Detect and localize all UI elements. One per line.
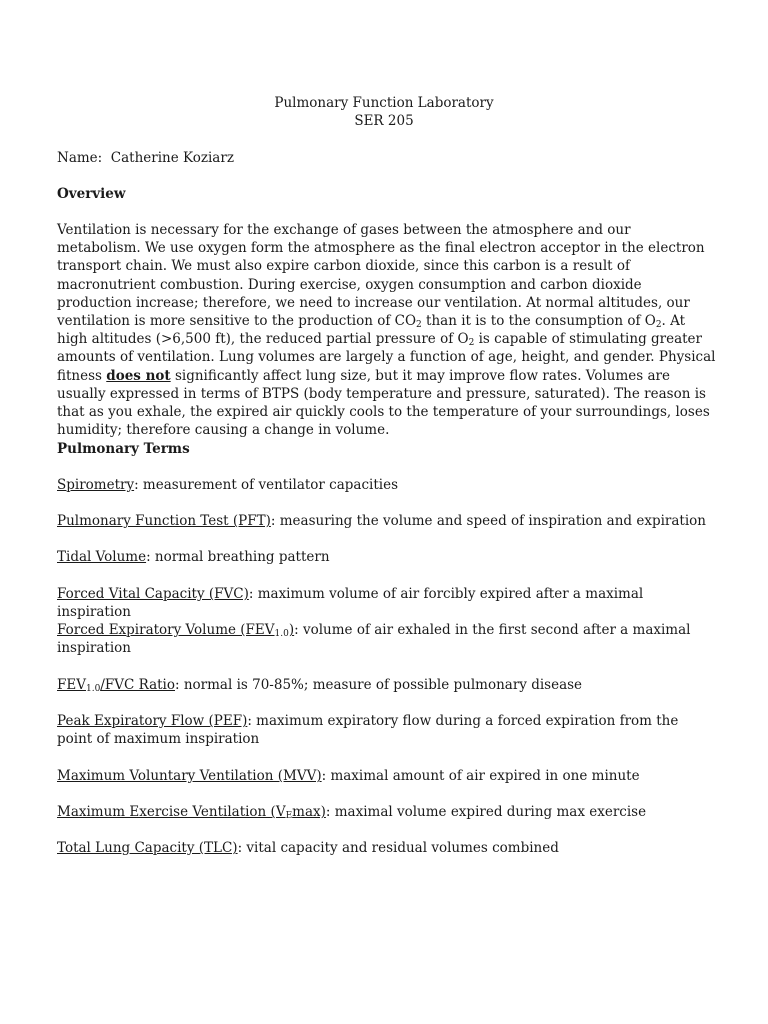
name-label: Name: (57, 150, 103, 166)
term-definition: : maximal volume expired during max exercise (325, 804, 647, 820)
pulmonary-terms-heading: Pulmonary Terms (57, 441, 190, 457)
term-label: Tidal Volume (57, 549, 147, 565)
term-label (57, 677, 175, 693)
term-label: Forced Vital Capacity (FVC) (57, 586, 249, 602)
term-tidal-volume (57, 548, 717, 566)
term-fev (57, 621, 717, 657)
term-pft (57, 512, 717, 530)
term-definition: : normal is 70-85%; measure of possible pulmonary disease (175, 677, 583, 693)
overview-text-2: than it is to the consumption of O (421, 313, 656, 330)
term-label (57, 622, 294, 638)
term-fvc (57, 585, 717, 621)
term-label-start: FEV (57, 677, 86, 693)
term-spirometry (57, 476, 717, 494)
term-definition: : normal breathing pattern (146, 549, 330, 565)
term-label-end: max) (292, 804, 326, 820)
term-label (57, 804, 326, 820)
term-subscript: 1.0 (85, 684, 101, 694)
course-code: SER 205 (354, 113, 414, 129)
term-definition: : maximal amount of air expired in one minute (321, 768, 640, 784)
overview-text-3: . At high altitudes (>6,500 ft), the reduced partial pressure of O (57, 313, 686, 348)
term-definition: : maximum expiratory flow during a forced expiration from the point of maximum inspiration (57, 713, 679, 748)
term-pef (57, 712, 717, 748)
term-definition: : measurement of ventilator capacities (134, 477, 399, 493)
term-definition: : measuring the volume and speed of inspiration and expiration (270, 513, 706, 529)
term-label-start: Forced Expiratory Volume (FEV (57, 622, 275, 638)
term-label: Total Lung Capacity (TLC) (57, 840, 238, 856)
term-subscript: 1.0 (274, 629, 289, 639)
o2-subscript: 2 (655, 320, 662, 331)
term-label-start: Maximum Exercise Ventilation (V (57, 804, 286, 820)
overview-text-4: is capable of stimulating greater amounts of ventilation. Lung volumes are largely a function of age, height, and gender. Physical fitness (57, 331, 716, 384)
term-label: Spirometry (57, 477, 135, 493)
o2-subscript-2: 2 (468, 338, 475, 349)
term-vemax (57, 803, 717, 821)
name-value: Catherine Koziarz (110, 150, 234, 166)
term-definition: : vital capacity and residual volumes combined (237, 840, 559, 856)
term-label: Pulmonary Function Test (PFT) (57, 513, 271, 529)
term-label-end: ) (288, 622, 295, 638)
term-label: Maximum Voluntary Ventilation (MVV) (57, 768, 322, 784)
overview-heading: Overview (57, 186, 126, 202)
co2-subscript: 2 (416, 320, 422, 331)
name-line (57, 149, 717, 167)
overview-text-5: significantly affect lung size, but it may improve flow rates. Volumes are usually expressed in terms of BTPS (body temperature and pressure, saturated). The reason is that as you exhale, the expired air quickly cools to the temperature of your surroundings, loses humidity; therefore causing a change in volume. (57, 367, 710, 439)
term-mvv (57, 767, 717, 785)
term-label: Peak Expiratory Flow (PEF) (57, 713, 248, 729)
term-tlc (57, 839, 717, 857)
overview-text-1: Ventilation is necessary for the exchange of gases between the atmosphere and our metabolism. We use oxygen form the atmosphere as the final electron acceptor in the electron transport chain. We must also expire carbon dioxide, since this carbon is a result of macronutrient combustion. During exercise, oxygen consumption and carbon dioxide production increase; therefore, we need to increase our ventilation. At normal altitudes, our ventilation is more sensitive to the production of CO (57, 222, 705, 330)
term-subscript: E (285, 811, 293, 821)
emphasis-does-not: does not (106, 367, 171, 384)
term-label-end: /FVC Ratio (100, 677, 175, 693)
document-title: Pulmonary Function Laboratory (274, 95, 494, 111)
term-definition: : volume of air exhaled in the first second after a maximal inspiration (57, 622, 691, 657)
term-definition: : maximum volume of air forcibly expired after a maximal inspiration (57, 586, 644, 621)
overview-paragraph (57, 221, 717, 439)
term-fev-fvc-ratio (57, 676, 717, 694)
